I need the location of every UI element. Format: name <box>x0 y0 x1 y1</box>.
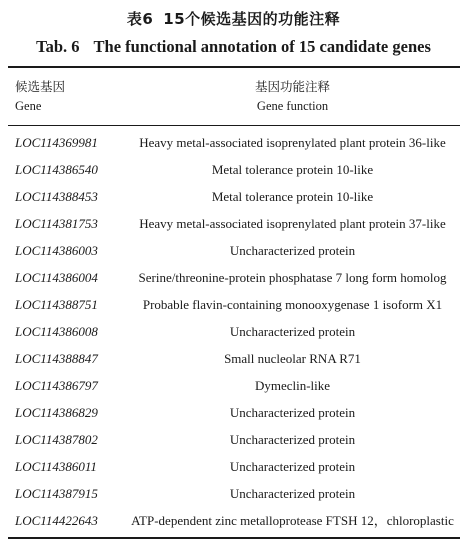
caption-cn-title: 15个候选基因的功能注释 <box>163 10 341 28</box>
gene-function-cell: Metal tolerance protein 10-like <box>211 162 374 177</box>
table-row <box>8 480 460 507</box>
header-gene-en: Gene <box>15 99 42 113</box>
header-gene-cn: 候选基因 <box>15 79 66 94</box>
gene-function-cell: Serine/threonine-protein phosphatase 7 long form homolog <box>138 270 447 285</box>
header-function-en: Gene function <box>256 99 329 113</box>
caption-en-number: Tab. 6 <box>36 37 80 56</box>
table-row <box>8 183 460 210</box>
table-bottom-rule <box>8 537 460 539</box>
table-row <box>8 507 460 534</box>
gene-id-cell: LOC114386004 <box>15 270 98 285</box>
gene-function-cell: Small nucleolar RNA R71 <box>224 351 361 366</box>
table-row <box>8 372 460 399</box>
gene-function-cell: Uncharacterized protein <box>229 243 356 258</box>
gene-id-cell: LOC114388847 <box>15 351 98 366</box>
table-row <box>8 318 460 345</box>
table-header-rule <box>8 125 460 126</box>
gene-function-cell: Heavy metal-associated isoprenylated plant protein 36-like <box>139 135 446 150</box>
gene-function-cell: Uncharacterized protein <box>229 324 356 339</box>
table-row <box>8 129 460 156</box>
gene-id-cell: LOC114381753 <box>15 216 98 231</box>
table-row <box>8 453 460 480</box>
gene-function-cell: Uncharacterized protein <box>229 459 356 474</box>
gene-id-cell: LOC114388751 <box>15 297 98 312</box>
gene-function-cell: Dymeclin-like <box>254 378 331 393</box>
gene-function-cell: Metal tolerance protein 10-like <box>211 189 374 204</box>
gene-id-cell: LOC114386008 <box>15 324 98 339</box>
table-caption-en <box>0 36 467 58</box>
gene-id-cell: LOC114386011 <box>15 459 97 474</box>
table-row <box>8 345 460 372</box>
gene-id-cell: LOC114388453 <box>15 189 98 204</box>
gene-id-cell: LOC114369981 <box>15 135 98 150</box>
gene-function-cell: Heavy metal-associated isoprenylated plant protein 37-like <box>139 216 446 231</box>
table-row <box>8 237 460 264</box>
gene-id-cell: LOC114387915 <box>15 486 98 501</box>
gene-id-cell: LOC114386540 <box>15 162 98 177</box>
table-row <box>8 210 460 237</box>
gene-id-cell: LOC114387802 <box>15 432 98 447</box>
caption-cn-number: 表6 <box>126 10 154 28</box>
table-caption-cn <box>0 8 467 30</box>
gene-function-cell: Uncharacterized protein <box>229 486 356 501</box>
gene-id-cell: LOC114386829 <box>15 405 98 420</box>
table-header <box>8 77 460 121</box>
table-row <box>8 156 460 183</box>
gene-function-cell: Uncharacterized protein <box>229 432 356 447</box>
table-row <box>8 291 460 318</box>
gene-function-cell: Probable flavin-containing monooxygenase 1 isoform X1 <box>142 297 443 312</box>
header-function-column <box>125 77 460 115</box>
header-gene-column <box>15 77 125 115</box>
table-top-rule <box>8 66 460 68</box>
gene-id-cell: LOC114386003 <box>15 243 98 258</box>
gene-id-cell: LOC114422643 <box>15 513 98 528</box>
table-body <box>8 129 460 534</box>
table-row <box>8 399 460 426</box>
table-row <box>8 426 460 453</box>
header-function-cn: 基因功能注释 <box>254 79 330 94</box>
gene-function-cell: ATP-dependent zinc metalloprotease FTSH 12，chloroplastic <box>131 513 454 528</box>
gene-id-cell: LOC114386797 <box>15 378 98 393</box>
gene-function-cell: Uncharacterized protein <box>229 405 356 420</box>
caption-en-title: The functional annotation of 15 candidate genes <box>93 37 431 56</box>
table-row <box>8 264 460 291</box>
